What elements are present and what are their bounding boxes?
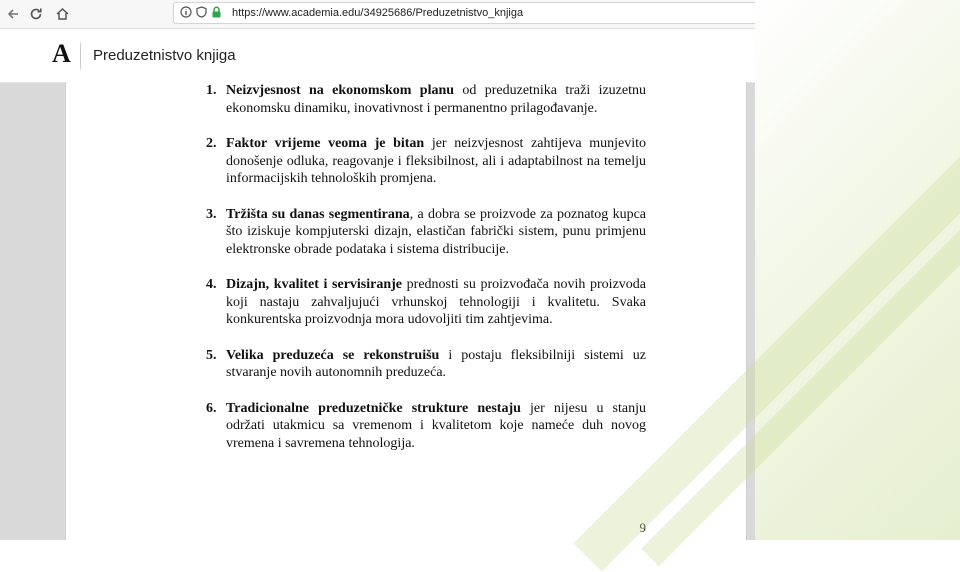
- item-text: , a dobra se proizvode za poznatog kupca što iziskuje kompjuterski dizajn, elastičan fabrički sistem, punu primjenu elektronske obrade podataka i sistema distribucije.: [226, 206, 647, 257]
- shield-icon[interactable]: [196, 6, 207, 18]
- item-heading: Neizvjesnost na ekonomskom planu: [226, 83, 455, 98]
- document-title: Preduzetnistvo knjiga: [93, 47, 236, 64]
- item-text: od preduzetnika traži izuzetnu ekonomsku dinamiku, inovativnost i permanentno prilagođavanje.: [226, 83, 646, 116]
- item-heading: Dizajn, kvalitet i servisiranje: [226, 277, 403, 292]
- item-text: jer nijesu u stanju održati utakmicu sa vremenom i kvalitetom koje nameće duh novog vremena i savremena tehnologija.: [226, 400, 647, 451]
- info-icon[interactable]: [180, 6, 192, 18]
- item-number: 4.: [206, 277, 217, 292]
- list-item: [206, 82, 646, 117]
- item-heading: Velika preduzeća se rekonstruišu: [226, 347, 440, 363]
- home-button[interactable]: [51, 3, 73, 25]
- item-heading: Faktor vrijeme veoma je bitan: [226, 136, 425, 151]
- back-button[interactable]: [2, 3, 24, 25]
- reload-icon: [29, 7, 43, 21]
- list-item: [206, 135, 646, 188]
- list-item: [206, 400, 646, 453]
- item-number: 6.: [206, 400, 217, 416]
- item-text: i postaju fleksibilniji sistemi uz stvaranje novih autonomnih preduzeća.: [226, 347, 646, 380]
- academia-logo[interactable]: A: [52, 39, 71, 68]
- arrow-left-icon: [6, 7, 20, 21]
- slide-decoration: [755, 0, 960, 540]
- list-item: [206, 347, 646, 382]
- browser-toolbar: [0, 0, 755, 29]
- item-text: prednosti su proizvođača novih proizvoda koji nastaju zahvaljujući vrhunskoj tehnologiji i kvalitetu. Svaka konkurentska proizvodnja mora udovoljiti tim zahtjevima.: [226, 277, 647, 327]
- page-number: 9: [639, 520, 646, 535]
- list-item: [206, 276, 646, 329]
- address-bar[interactable]: [173, 2, 755, 24]
- reload-button[interactable]: [25, 3, 47, 25]
- home-icon: [55, 7, 70, 21]
- document-header: [0, 29, 755, 83]
- url-text: https://www.academia.edu/34925686/Preduzetnistvo_knjiga: [232, 7, 524, 19]
- item-number: 5.: [206, 347, 217, 363]
- list-item: [206, 206, 646, 259]
- numbered-list: [206, 82, 646, 470]
- item-heading: Tržišta su danas segmentirana: [226, 206, 410, 222]
- item-number: 3.: [206, 206, 217, 222]
- item-number: 2.: [206, 136, 217, 151]
- item-text: jer neizvjesnost zahtijeva munjevito donošenje odluka, reagovanje i fleksibilnost, ali i adaptabilnost na temelju informacijskih tehnoloških promjena.: [226, 136, 646, 186]
- lock-icon[interactable]: [211, 6, 222, 18]
- item-heading: Tradicionalne preduzetničke strukture nestaju: [226, 400, 521, 416]
- header-divider: [80, 43, 81, 69]
- item-number: 1.: [206, 83, 217, 98]
